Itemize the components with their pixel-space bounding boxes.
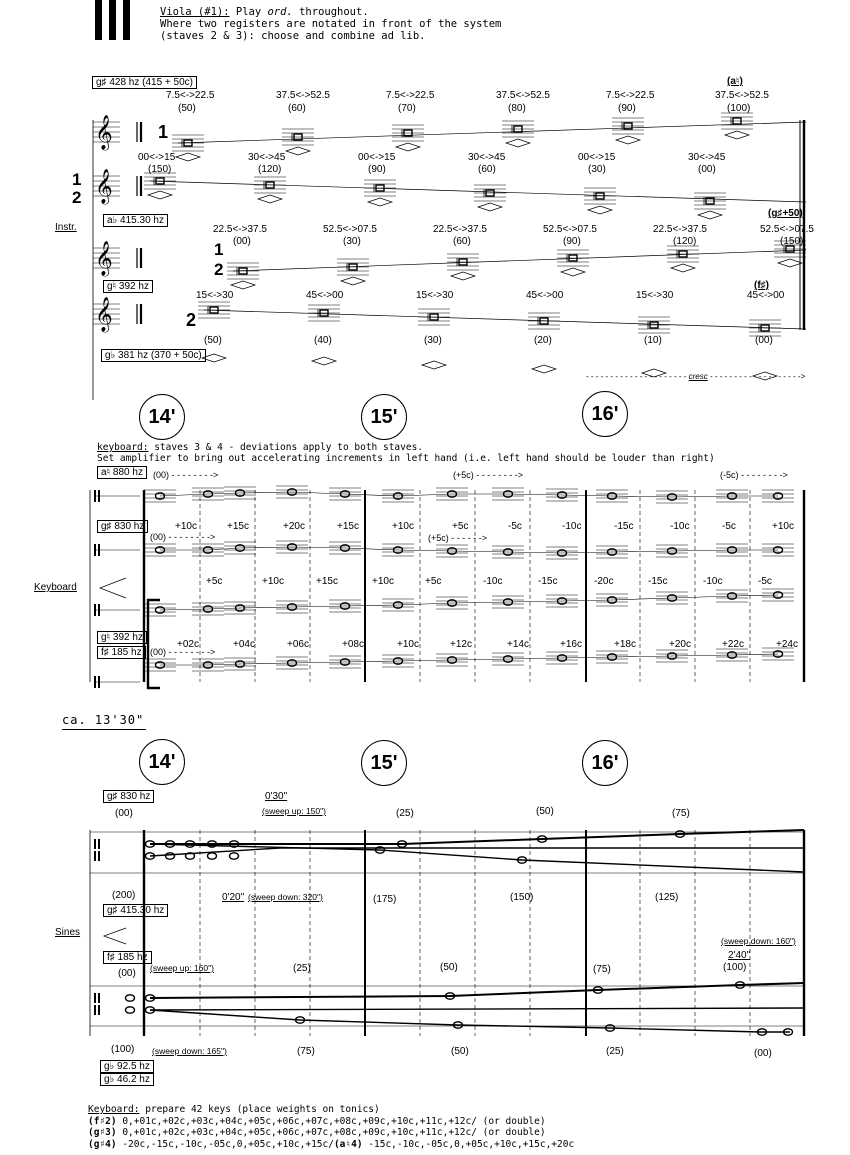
kb-row3-value: +02c — [177, 639, 199, 650]
footer-a4-label: (a♮4) — [333, 1138, 363, 1150]
kb-row3-value: +14c — [507, 639, 529, 650]
sine-ref-g830: g♯ 830 hz — [103, 790, 154, 803]
viola-row3-range: 52.5<->07.5 — [543, 224, 597, 235]
sine-mid-3: (125) — [655, 892, 679, 903]
timemark-16-bottom — [582, 740, 628, 786]
kb-row1-value: -10c — [670, 521, 690, 532]
kb-row1-value: -15c — [614, 521, 634, 532]
kb-start3: (00) - - - - - - - -> — [150, 647, 216, 657]
sine-flat-line-low — [150, 1008, 804, 1010]
viola-row2-range: 00<->15 — [578, 152, 616, 163]
sine-mid-2: (150) — [510, 892, 534, 903]
viola-row1-range: 7.5<->22.5 — [166, 90, 215, 101]
sine-sweep-down-line-low — [150, 1010, 790, 1032]
footer-keyboard-prep — [88, 1104, 574, 1150]
sine-bot-4: (00) — [754, 1048, 772, 1059]
viola-dynamic-hairpin — [451, 272, 475, 280]
viola-row2-value: (90) — [368, 164, 386, 175]
viola-string-12c: 1 — [214, 240, 224, 259]
viola-dynamic-hairpin — [725, 131, 749, 139]
viola-row2-range: 30<->45 — [688, 152, 726, 163]
footer-g3-label: (g♯3) — [88, 1127, 117, 1138]
kb-row1-value: -5c — [508, 521, 522, 532]
kb-row3-value: +06c — [287, 639, 309, 650]
sines-system — [0, 800, 850, 1060]
sine-sweep-up-line-low — [150, 983, 804, 998]
sine-top-0: (00) — [115, 808, 133, 819]
viola-row1-value: (50) — [178, 103, 196, 114]
viola-row3-value: (150) — [780, 236, 804, 247]
treble-clef-icon: 𝄞 — [95, 298, 113, 331]
viola-string-12d: 2 — [214, 260, 224, 279]
viola-glissando-line — [150, 181, 806, 202]
timemark-15-bottom-label: 15' — [370, 751, 398, 774]
viola-row3-extra: (g♯+50) — [768, 208, 803, 219]
keyboard-system — [0, 460, 850, 720]
header-title: Viola (#1): — [160, 6, 230, 18]
sine-ref-g415: g♯ 415.30 hz — [103, 904, 168, 917]
sine-ref-g46: g♭ 46.2 hz — [100, 1073, 154, 1086]
keyboard-instrument-label: Keyboard — [34, 582, 77, 593]
sine-note — [166, 853, 175, 859]
viola-row3-value: (90) — [563, 236, 581, 247]
kb-row1-value: +10c — [772, 521, 794, 532]
treble-clef-icon: 𝄞 — [95, 170, 113, 203]
viola-row1-value: (60) — [288, 103, 306, 114]
kb-mark-plus5a: (+5c) - - - - - - - -> — [453, 470, 523, 480]
kb-row3-value: +12c — [450, 639, 472, 650]
kb-row2-value: +15c — [316, 576, 338, 587]
viola-dynamic-hairpin — [506, 139, 530, 147]
viola-row4-value: (50) — [204, 335, 222, 346]
viola-row4-range: 15<->30 — [196, 290, 234, 301]
sine-bot-1: (75) — [297, 1046, 315, 1057]
viola-string-1: 1 — [158, 122, 169, 142]
sine-sweep-down-320: (sweep down: 320") — [248, 892, 323, 902]
viola-string-2: 2 — [186, 310, 197, 330]
sine-low-2: (50) — [440, 962, 458, 973]
sine-note — [126, 1007, 135, 1013]
treble-clef-icon: 𝄞 — [95, 116, 113, 149]
sine-low-4: (100) — [723, 962, 747, 973]
sine-t240: 2'40" — [728, 950, 751, 961]
viola-row4-value: (00) — [755, 335, 773, 346]
footer-g3-values: 0,+01c,+02c,+03c,+04c,+05c,+06c,+07c,+08c,+09c,+10c,+11c,+12c/ (or double) — [116, 1127, 546, 1138]
viola-string-12a: 1 — [72, 170, 82, 189]
sine-top-1: (25) — [396, 808, 414, 819]
viola-row3-range: 22.5<->37.5 — [433, 224, 487, 235]
viola-dynamic-hairpin — [588, 206, 612, 214]
viola-ref-3: g♮ 392 hz — [103, 280, 153, 293]
viola-row3-value: (60) — [453, 236, 471, 247]
viola-dynamic-hairpin — [148, 191, 172, 199]
viola-row3-range: 22.5<->37.5 — [213, 224, 267, 235]
sines-instrument-label: Sines — [55, 927, 81, 938]
timemark-16-top — [582, 391, 628, 437]
viola-dynamic-hairpin — [231, 281, 255, 289]
viola-row2-value: (120) — [258, 164, 282, 175]
kb-ref-g: g♯ 830 hz — [97, 520, 148, 533]
kb-row1-value: -5c — [722, 521, 736, 532]
sine-low-3: (75) — [593, 964, 611, 975]
kb-row2-value: +10c — [262, 576, 284, 587]
timemark-16-bottom-label: 16' — [591, 751, 619, 774]
kb-row2-value: -15c — [538, 576, 558, 587]
kb-row3-value: +24c — [776, 639, 798, 650]
viola-row3-range: 52.5<->07.5 — [323, 224, 377, 235]
viola-row1-range: 7.5<->22.5 — [386, 90, 435, 101]
kb-tie-line — [160, 654, 778, 665]
header-line2: Where two registers are notated in front of the system — [160, 18, 502, 30]
kb-row3-value: +08c — [342, 639, 364, 650]
timemark-14-top — [139, 394, 185, 440]
viola-dynamic-hairpin — [671, 264, 695, 272]
kb-mark-minus5: (-5c) - - - - - - - -> — [720, 470, 788, 480]
footer-title: Keyboard: — [88, 1104, 140, 1115]
kb-start1: (00) - - - - - - - -> — [153, 470, 219, 480]
viola-row3-value: (00) — [233, 236, 251, 247]
sine-mid-0: (200) — [112, 890, 136, 901]
viola-row1-value: (100) — [727, 103, 751, 114]
viola-row2-value: (30) — [588, 164, 606, 175]
sine-note — [230, 853, 239, 859]
footer-g4-label: (g♯4) — [88, 1138, 117, 1150]
viola-row1-extra: (a♮) — [727, 76, 743, 87]
timemark-14-bottom — [139, 739, 185, 785]
kb-ref-g392: g♮ 392 hz — [97, 631, 147, 644]
sine-bot-0: (100) — [111, 1044, 135, 1055]
viola-row4-value: (10) — [644, 335, 662, 346]
sine-sweep-up-160: (sweep up: 160") — [150, 963, 214, 973]
viola-row3-range: 52.5<->07.5 — [760, 224, 814, 235]
viola-row2-range: 30<->45 — [468, 152, 506, 163]
kb-row2-value: +5c — [425, 576, 442, 587]
kb-row1-value: +5c — [452, 521, 469, 532]
kb-row3-value: +20c — [669, 639, 691, 650]
viola-row4-value: (20) — [534, 335, 552, 346]
sine-bot-3: (25) — [606, 1046, 624, 1057]
viola-ref-2: a♭ 415.30 hz — [103, 214, 168, 227]
viola-dynamic-hairpin — [478, 203, 502, 211]
timemark-14-label: 14' — [148, 405, 176, 428]
viola-row2-value: (150) — [148, 164, 172, 175]
footer-g4-values: -20c,-15c,-10c,-05c,0,+05c,+10c,+15c/ — [116, 1138, 334, 1150]
viola-row4-range: 45<->00 — [526, 290, 564, 301]
cresc-label: cresc — [688, 372, 708, 381]
sine-t030: 0'30" — [265, 791, 288, 802]
timemark-15-top — [361, 394, 407, 440]
kb-row1-value: +15c — [337, 521, 359, 532]
sine-t020: 0'20" — [222, 892, 245, 903]
timemark-14-bottom-label: 14' — [148, 750, 176, 773]
kb-row2-value: -5c — [758, 576, 772, 587]
kb-crescendo-hairpin — [100, 578, 126, 598]
viola-row1-range: 37.5<->52.5 — [715, 90, 769, 101]
keyboard-note-title: keyboard: — [97, 442, 149, 453]
viola-dynamic-hairpin — [341, 277, 365, 285]
header-line1: Play — [229, 6, 268, 18]
footer-a4-values: -15c,-10c,-05c,0,+05c,+10c,+15c,+20c — [362, 1138, 575, 1150]
kb-row3-value: +04c — [233, 639, 255, 650]
viola-row4-range: 15<->30 — [636, 290, 674, 301]
sine-sweep-down-165: (sweep down: 165") — [152, 1046, 227, 1056]
viola-dynamic-hairpin — [396, 143, 420, 151]
timemark-15-bottom — [361, 740, 407, 786]
cresc-line: - - - - - - - - - - - - - - - - - - - - - cresc - - - - - - - - - - - - - - - - - - -> — [586, 372, 806, 381]
kb-ref-a: a♮ 880 hz — [97, 466, 147, 479]
viola-row2-range: 00<->15 — [138, 152, 176, 163]
viola-row2-range: 00<->15 — [358, 152, 396, 163]
viola-dynamic-hairpin — [422, 361, 446, 369]
kb-row1-value: +20c — [283, 521, 305, 532]
viola-row1-value: (80) — [508, 103, 526, 114]
viola-row1-range: 7.5<->22.5 — [606, 90, 655, 101]
viola-dynamic-hairpin — [616, 136, 640, 144]
kb-row2-value: -20c — [594, 576, 614, 587]
viola-row1-range: 37.5<->52.5 — [276, 90, 330, 101]
kb-row2-value: +10c — [372, 576, 394, 587]
header-line3: (staves 2 & 3): choose and combine ad lib. — [160, 30, 426, 42]
sine-flat-line — [150, 848, 804, 856]
header-ord: ord. — [267, 6, 293, 18]
viola-dynamic-hairpin — [368, 198, 392, 206]
sine-note — [208, 853, 217, 859]
viola-dynamic-hairpin — [312, 357, 336, 365]
sine-bot-2: (50) — [451, 1046, 469, 1057]
kb-row3-value: +16c — [560, 639, 582, 650]
viola-dynamic-hairpin — [286, 147, 310, 155]
kb-tie-line — [160, 595, 778, 610]
kb-row1-value: -10c — [562, 521, 582, 532]
header-line1-end: throughout. — [292, 6, 369, 18]
kb-mark-plus5b: (+5c) - - - - - -> — [428, 533, 487, 543]
sine-low-0: (00) — [118, 968, 136, 979]
viola-glissando-line — [178, 122, 806, 143]
kb-row2-value: -15c — [648, 576, 668, 587]
kb-ref-f: f♯ 185 hz — [97, 646, 146, 659]
viola-row3-range: 22.5<->37.5 — [653, 224, 707, 235]
viola-row4-value: (30) — [424, 335, 442, 346]
viola-ref-4: g♭ 381 hz (370 + 50c) — [101, 349, 206, 362]
viola-row2-value: (00) — [698, 164, 716, 175]
viola-glissando-line — [204, 310, 806, 329]
viola-row4-extra: (f♯) — [754, 280, 769, 291]
timemark-15-label: 15' — [370, 405, 398, 428]
treble-clef-icon: 𝄞 — [95, 242, 113, 275]
timemark-16-label: 16' — [591, 402, 619, 425]
viola-row1-range: 37.5<->52.5 — [496, 90, 550, 101]
viola-dynamic-hairpin — [778, 259, 802, 267]
sine-sweep-up-150: (sweep up: 150") — [262, 806, 326, 816]
sine-crescendo-hairpin — [104, 928, 126, 944]
sine-top-2: (50) — [536, 806, 554, 817]
kb-row1-value: +10c — [392, 521, 414, 532]
kb-tie-line — [160, 492, 778, 497]
viola-ref-1: g♯ 428 hz (415 + 50c) — [92, 76, 197, 89]
viola-row2-range: 30<->45 — [248, 152, 286, 163]
viola-row4-value: (40) — [314, 335, 332, 346]
viola-row4-range: 45<->00 — [747, 290, 785, 301]
viola-row1-value: (90) — [618, 103, 636, 114]
viola-row4-range: 15<->30 — [416, 290, 454, 301]
kb-row1-value: +15c — [227, 521, 249, 532]
viola-row1-value: (70) — [398, 103, 416, 114]
viola-glissando-line — [233, 250, 806, 271]
viola-row3-value: (120) — [673, 236, 697, 247]
viola-dynamic-hairpin — [698, 211, 722, 219]
viola-dynamic-hairpin — [561, 268, 585, 276]
kb-row2-value: -10c — [483, 576, 503, 587]
viola-instrument-label: Instr. — [55, 222, 77, 233]
kb-row3-value: +10c — [397, 639, 419, 650]
viola-row4-range: 45<->00 — [306, 290, 344, 301]
keyboard-note-line1: staves 3 & 4 - deviations apply to both staves. — [148, 442, 424, 453]
sine-top-3: (75) — [672, 808, 690, 819]
viola-dynamic-hairpin — [532, 365, 556, 373]
keyboard-note-line2: Set amplifier to bring out accelerating increments in left hand (i.e. left hand should be louder than right) — [97, 453, 715, 464]
viola-string-12b: 2 — [72, 188, 82, 207]
kb-start2: (00) - - - - - - - -> — [150, 532, 216, 542]
kb-row2-value: +5c — [206, 576, 223, 587]
viola-row2-value: (60) — [478, 164, 496, 175]
duration-rule — [62, 729, 146, 730]
sine-ref-f185: f♯ 185 hz — [103, 951, 152, 964]
footer-f2-label: (f♯2) — [88, 1115, 117, 1127]
sine-sweep-down-160: (sweep down: 160") — [721, 936, 796, 946]
sine-low-1: (25) — [293, 963, 311, 974]
kb-row3-value: +18c — [614, 639, 636, 650]
duration-label: ca. 13'30" — [62, 713, 145, 727]
kb-row3-value: +22c — [722, 639, 744, 650]
sine-ref-g92: g♭ 92.5 hz — [100, 1060, 154, 1073]
kb-row1-value: +10c — [175, 521, 197, 532]
sine-mid-1: (175) — [373, 894, 397, 905]
viola-dynamic-hairpin — [258, 195, 282, 203]
viola-dynamic-hairpin — [176, 153, 200, 161]
viola-row3-value: (30) — [343, 236, 361, 247]
kb-row2-value: -10c — [703, 576, 723, 587]
footer-title-rest: prepare 42 keys (place weights on tonics) — [139, 1104, 380, 1115]
footer-f2-values: 0,+01c,+02c,+03c,+04c,+05c,+06c,+07c,+08c,+09c,+10c,+11c,+12c/ (or double) — [116, 1115, 546, 1127]
sine-note — [126, 995, 135, 1001]
